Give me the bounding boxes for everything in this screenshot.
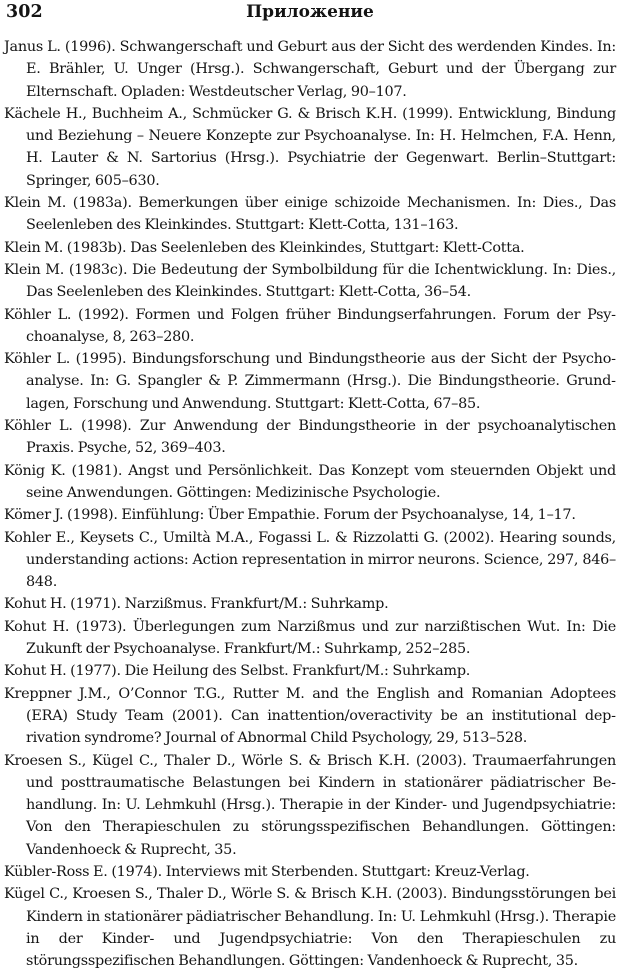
reference-list [4, 36, 616, 972]
reference-entry: Janus L. (1996). Schwangerschaft und Geburt aus der Sicht des werdenden Kindes. In: E. Brähler, U. Unger (Hrsg.). Schwangerschaft, Geburt und der Übergang zur Elternschaft. Opladen: Westdeutscher Verlag, 90–107. [4, 39, 616, 100]
reference-entry: König K. (1981). Angst und Persönlichkeit. Das Konzept vom steuernden Objekt und seine Anwendungen. Göttingen: Medizinische Psychologie. [4, 462, 616, 501]
reference-entry: Kohut H. (1977). Die Heilung des Selbst. Frankfurt/M.: Suhrkamp. [4, 663, 471, 680]
page-number: 302 [6, 2, 43, 22]
reference-entry: Kächele H., Buchheim A., Schmücker G. & Brisch K.H. (1999). Entwicklung, Bindung und Beziehung – Neuere Konzepte zur Psychoanalyse. In: H. Helmchen, F.A. Henn, H. Lauter & N. Sartorius (Hrsg.). Psychiatrie der Gegenwart. Berlin–Stuttgart: Springer, 605–630. [4, 105, 616, 189]
reference-entry: Kömer J. (1998). Einfühlung: Über Empathie. Forum der Psychoanalyse, 14, 1–17. [4, 507, 576, 524]
running-title: Приложение [246, 2, 374, 22]
page-header [4, 0, 616, 36]
reference-entry: Köhler L. (1998). Zur Anwendung der Bindungstheorie in der psychoanalytischen Praxis. Psyche, 52, 369–403. [4, 418, 616, 457]
reference-entry: Kohut H. (1973). Überlegungen zum Narzißmus und zur narzißtischen Wut. In: Die Zukunft der Psychoanalyse. Frankfurt/M.: Suhrkamp, 252–285. [4, 618, 616, 658]
reference-entry: Kohler E., Keysets C., Umiltà M.A., Fogassi L. & Rizzolatti G. (2002). Hearing sounds, understanding actions: Action representation in mirror neurons. Science, 297, 846–848. [4, 529, 616, 591]
reference-entry: Köhler L. (1995). Bindungsforschung und Bindungstheorie aus der Sicht der Psychoanalyse. In: G. Spangler & P. Zimmermann (Hrsg.). Die Bindungstheorie. Grundlagen, Forschung und Anwendung. Stuttgart: Klett-Cotta, 67–85. [4, 351, 616, 412]
reference-entry: Kroesen S., Kügel C., Thaler D., Wörle S. & Brisch K.H. (2003). Traumaerfahrungen und posttraumatische Belastungen bei Kindern in stationärer pädiatrischer Behandlung. In: U. Lehmkuhl (Hrsg.). Therapie in der Kinder- und Jugendpsychiatrie: Von den Therapieschulen zu störungsspezifischen Behandlungen. Göttingen: Vandenhoeck & Ruprecht, 35. [4, 752, 616, 858]
reference-entry: Kohut H. (1971). Narzißmus. Frankfurt/M.: Suhrkamp. [4, 596, 389, 613]
reference-entry: Kügel C., Kroesen S., Thaler D., Wörle S. & Brisch K.H. (2003). Bindungsstörungen bei Kindern in stationärer pädiatrischer Behandlung. In: U. Lehmkuhl (Hrsg.). Therapie in der Kinder- und Jugendpsychiatrie: Von den Therapieschulen zu störungsspezifischen Behandlungen. Göttingen: Vandenhoeck & Ruprecht, 35. [4, 886, 616, 970]
reference-entry: Köhler L. (1992). Formen und Folgen früher Bindungserfahrungen. Forum der Psychoanalyse, 8, 263–280. [4, 306, 616, 345]
reference-entry: Kreppner J.M., O’Connor T.G., Rutter M. and the English and Romanian Adoptees (ERA) Study Team (2001). Can inattention/overactivity be an institutional deprivation syndrome? Journal of Abnormal Child Psychology, 29, 513–528. [4, 685, 616, 747]
reference-entry: Klein M. (1983b). Das Seelenleben des Kleinkindes, Stuttgart: Klett-Cotta. [4, 239, 525, 256]
reference-entry: Kübler-Ross E. (1974). Interviews mit Sterbenden. Stuttgart: Kreuz-Verlag. [4, 863, 530, 880]
reference-entry: Klein M. (1983c). Die Bedeutung der Symbolbildung für die Ichentwicklung. In: Dies., Das Seelenleben des Kleinkindes. Stuttgart: Klett-Cotta, 36–54. [4, 261, 616, 301]
reference-entry: Klein M. (1983a). Bemerkungen über einige schizoide Mechanismen. In: Dies., Das Seelenleben des Kleinkindes. Stuttgart: Klett-Cotta, 131–163. [4, 195, 616, 234]
